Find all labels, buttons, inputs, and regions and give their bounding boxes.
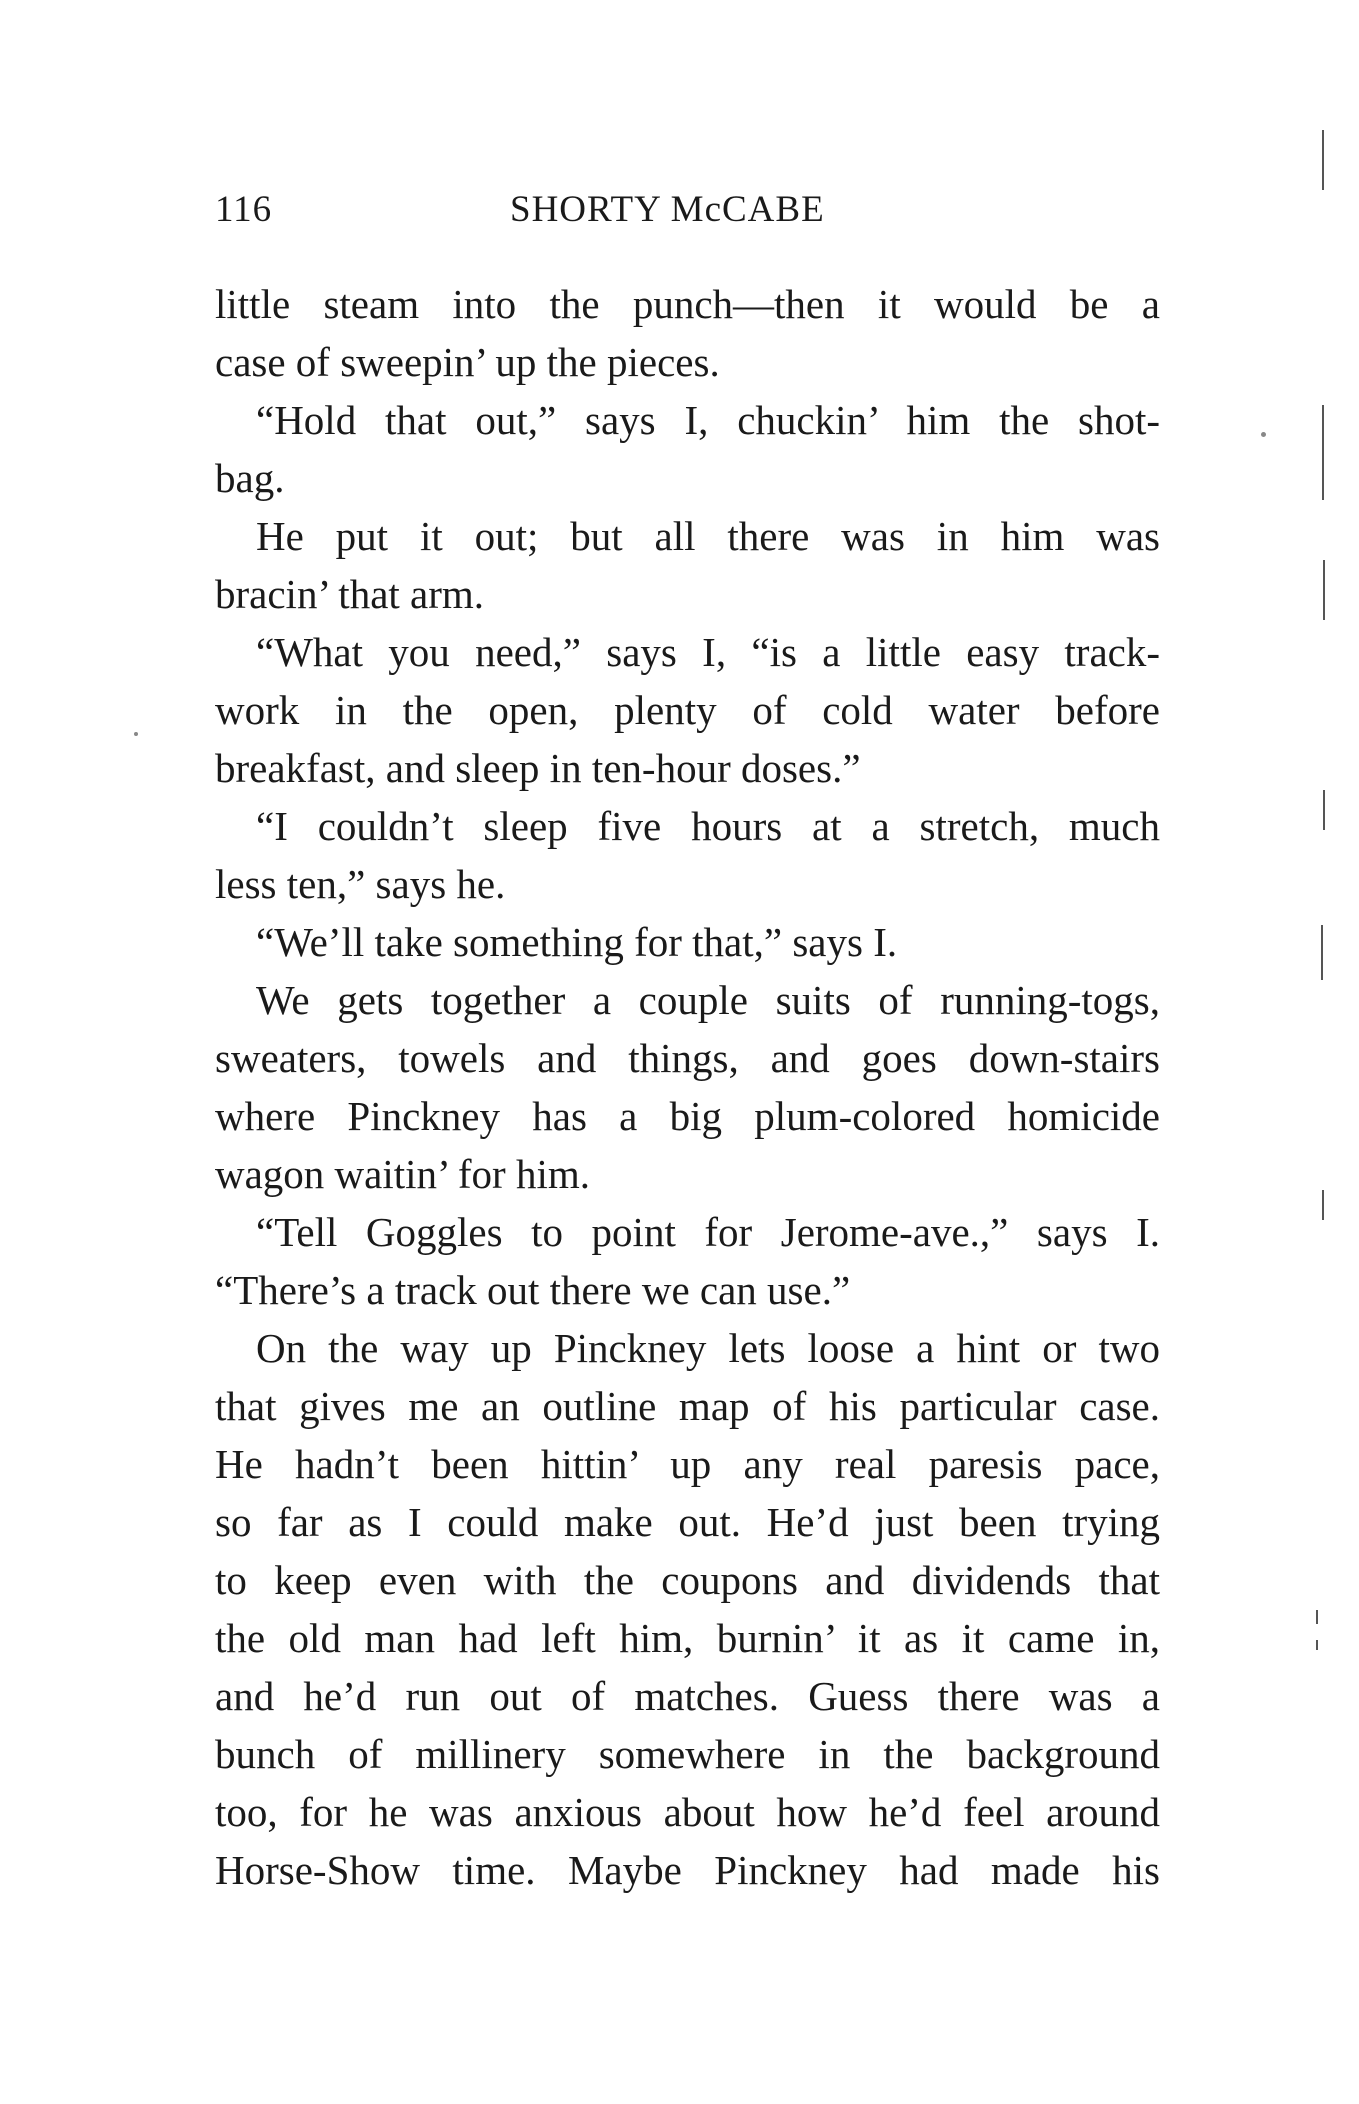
- text-line: bunch of millinery somewhere in the background: [215, 1731, 1160, 1777]
- page-number: 116: [215, 189, 273, 230]
- text-line: little steam into the punch—then it would be a: [215, 281, 1160, 327]
- text-line: case of sweepin’ up the pieces.: [215, 339, 720, 385]
- text-line: to keep even with the coupons and dividends that: [215, 1557, 1160, 1603]
- scan-edge-mark: [1322, 130, 1324, 190]
- text-line: wagon waitin’ for him.: [215, 1151, 590, 1197]
- text-line: breakfast, and sleep in ten-hour doses.”: [215, 745, 861, 791]
- text-line: “We’ll take something for that,” says I.: [256, 919, 898, 965]
- text-line: less ten,” says he.: [215, 861, 506, 907]
- scan-edge-mark: [1321, 925, 1323, 980]
- text-line: “Tell Goggles to point for Jerome-ave.,” says I.: [256, 1209, 1160, 1255]
- text-line: On the way up Pinckney lets loose a hint or two: [256, 1325, 1160, 1371]
- scan-edge-mark: [1322, 1190, 1324, 1220]
- text-line: “There’s a track out there we can use.”: [215, 1267, 851, 1313]
- body-text: [215, 275, 1160, 1899]
- text-line: sweaters, towels and things, and goes down-stairs: [215, 1035, 1160, 1081]
- scan-edge-mark: [1323, 790, 1325, 830]
- text-line: too, for he was anxious about how he’d feel around: [215, 1789, 1160, 1835]
- scan-edge-mark: [1316, 1640, 1318, 1650]
- scan-speck: [1261, 432, 1266, 437]
- text-line: We gets together a couple suits of running-togs,: [256, 977, 1160, 1023]
- text-line: Horse-Show time. Maybe Pinckney had made his: [215, 1847, 1160, 1893]
- text-line: “Hold that out,” says I, chuckin’ him the shot-: [256, 397, 1160, 443]
- running-title: SHORTY McCABE: [510, 189, 825, 230]
- text-line: so far as I could make out. He’d just been trying: [215, 1499, 1160, 1545]
- running-head: [215, 188, 1160, 238]
- text-line: bracin’ that arm.: [215, 571, 485, 617]
- text-line: “I couldn’t sleep five hours at a stretch, much: [256, 803, 1160, 849]
- scan-edge-mark: [1316, 1610, 1318, 1624]
- text-line: where Pinckney has a big plum-colored homicide: [215, 1093, 1160, 1139]
- scan-speck: [134, 732, 138, 736]
- text-line: “What you need,” says I, “is a little easy track-: [256, 629, 1160, 675]
- text-line: He put it out; but all there was in him was: [256, 513, 1160, 559]
- text-line: work in the open, plenty of cold water before: [215, 687, 1160, 733]
- text-line: the old man had left him, burnin’ it as it came in,: [215, 1615, 1160, 1661]
- scan-edge-mark: [1323, 560, 1325, 620]
- text-line: He hadn’t been hittin’ up any real paresis pace,: [215, 1441, 1160, 1487]
- scan-edge-mark: [1322, 405, 1324, 500]
- text-line: that gives me an outline map of his particular case.: [215, 1383, 1160, 1429]
- text-line: and he’d run out of matches. Guess there was a: [215, 1673, 1160, 1719]
- text-line: bag.: [215, 455, 285, 501]
